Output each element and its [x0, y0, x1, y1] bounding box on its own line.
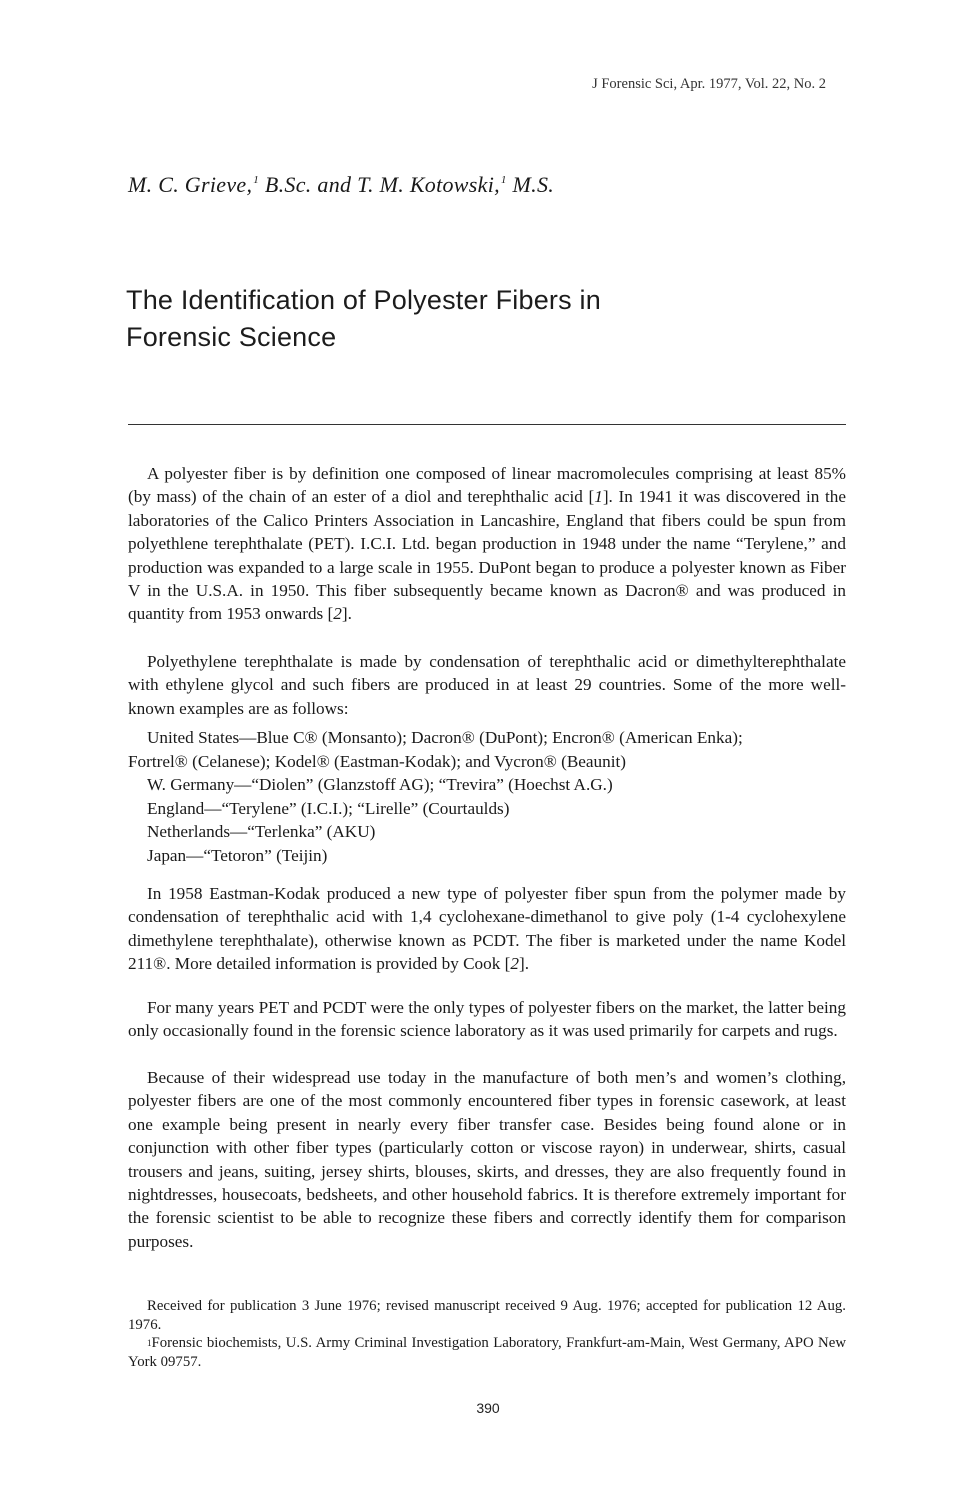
p1-text-b: ]. In 1941 it was discovered in the laboratories of the Calico Printers Association in Lancashire, England that fibers could be spun from polyethlene terephthalate (PET). I.C.I. Ltd. began production in 1948 under the name “Terylene,” and production was expanded to a large scale in 1955. DuPont began to produce a polyester known as Fiber V in the U.S.A. in 1950. This fiber subsequently became known as Dacron® and was produced in quantity from 1953 onwards [ [128, 487, 847, 624]
p3-text-a: In 1958 Eastman-Kodak produced a new type of polyester fiber spun from the polymer made by condensation of terephthalic acid with 1,4 cyclohexane-dimethanol to give poly (1-4 cyclohexylene dimethylene terephthalate), otherwise known as PCDT. The fiber is marketed under the name Kodel 211®. More detailed information is provided by Cook [ [128, 884, 846, 974]
author2-footnote-mark: 1 [500, 174, 507, 186]
author1-footnote-mark: 1 [253, 174, 260, 186]
p1-text-a: A polyester fiber is by definition one composed of linear macromolecules comprising at least 85% (by mass) of the chain of an ester of a diol and terephthalic acid [ [128, 464, 846, 507]
title-divider [128, 424, 846, 425]
p4-text: For many years PET and PCDT were the only types of polyester fibers on the market, the latter being only occasionally found in the forensic science laboratory as it was used primarily for carpets and rugs. [128, 998, 846, 1041]
paragraph-4 [128, 996, 846, 1043]
footnote-1-text: Forensic biochemists, U.S. Army Criminal Investigation Laboratory, Frankfurt-am-Main, West Germany, APO New York 09757. [128, 1335, 846, 1370]
received-note: Received for publication 3 June 1976; revised manuscript received 9 Aug. 1976; accepted for publication 12 Aug. 1976. [128, 1298, 846, 1333]
ref-2b: 2 [510, 954, 519, 974]
author1-name: M. C. Grieve, [128, 172, 253, 197]
paragraph-2 [128, 650, 846, 720]
paragraph-1 [128, 462, 846, 626]
ref-1: 1 [594, 487, 603, 507]
list-item: Netherlands—“Terlenka” (AKU) [147, 822, 376, 842]
footnotes [128, 1297, 846, 1371]
manufacturer-list [128, 726, 846, 868]
p5-text: Because of their widespread use today in the manufacture of both men’s and women’s clothing, polyester fibers are one of the most commonly encountered fiber types in forensic casework, at least one example being present in nearly every fiber transfer case. Besides being found alone or in conjunction with other fiber types (particularly cotton or viscose rayon) in underwear, shirts, casual trousers and jeans, suiting, jersey shirts, blouses, skirts, and dresses, they are also frequently found in nightdresses, housecoats, bedsheets, and other household fabrics. It is therefore extremely important for the forensic scientist to be able to recognize these fibers and correctly identify them for comparison purposes. [128, 1068, 846, 1251]
p1-text-c: ]. [341, 604, 352, 624]
paragraph-5 [128, 1066, 846, 1253]
footnote-1-mark: 1 [147, 1338, 152, 1348]
title-line-2: Forensic Science [126, 322, 337, 352]
author2-degree: M.S. [512, 172, 555, 197]
paper-title [126, 282, 826, 356]
list-item: Fortrel® (Celanese); Kodel® (Eastman-Kodak); and Vycron® (Beaunit) [128, 751, 626, 771]
page-number: 390 [476, 1400, 500, 1416]
ref-2: 2 [333, 604, 342, 624]
author-line [128, 172, 554, 198]
list-item: England—“Terylene” (I.C.I.); “Lirelle” (Courtaulds) [147, 798, 510, 818]
author1-degree-and-author2: B.Sc. and T. M. Kotowski, [264, 172, 500, 197]
list-item: Japan—“Tetoron” (Teijin) [147, 845, 328, 865]
paragraph-3 [128, 882, 846, 976]
list-item: United States—Blue C® (Monsanto); Dacron® (DuPont); Encron® (American Enka); [147, 728, 743, 747]
list-item: W. Germany—“Diolen” (Glanzstoff AG); “Trevira” (Hoechst A.G.) [147, 775, 613, 795]
p2-text: Polyethylene terephthalate is made by condensation of terephthalic acid or dimethylterephthalate with ethylene glycol and such fibers are produced in at least 29 countries. Some of the more well-known examples are as follows: [128, 652, 846, 718]
title-line-1: The Identification of Polyester Fibers in [126, 285, 601, 315]
journal-citation: J Forensic Sci, Apr. 1977, Vol. 22, No. 2 [592, 76, 826, 92]
p3-text-b: ]. [518, 954, 529, 974]
